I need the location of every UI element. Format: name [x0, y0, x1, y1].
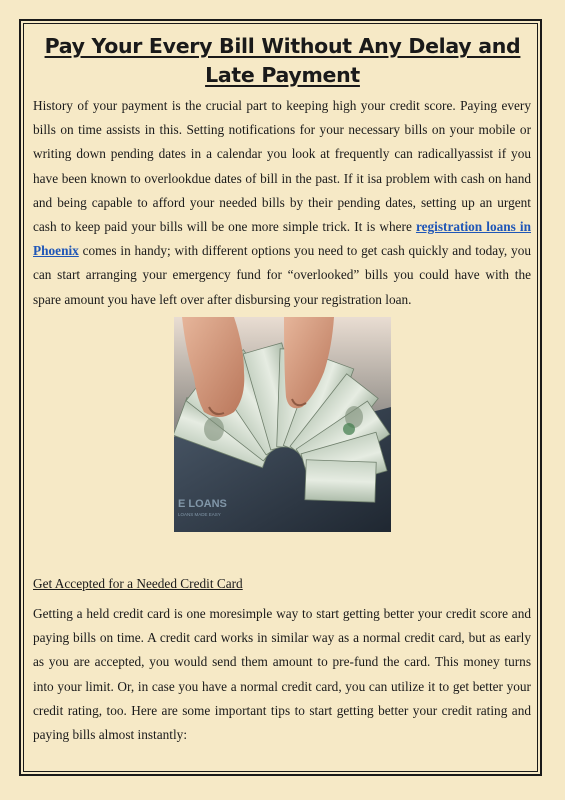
intro-text-after-link: comes in handy; with different options you need to get cash quickly and today, you can start arranging your emergency fund for “overlooked” bills you could have with the spare amount you have left over after disbursing your registration loan. — [33, 243, 531, 307]
watermark-logo-text: E LOANS — [178, 498, 227, 510]
registration-loans-link[interactable]: registration loans in Phoenix — [33, 219, 532, 259]
money-photo — [174, 317, 391, 532]
watermark-tagline: LOANS MADE EASY — [178, 512, 221, 517]
section-subheading: Get Accepted for a Needed Credit Card — [33, 576, 243, 591]
page-title: Pay Your Every Bill Without Any Delay and Late Payment — [44, 34, 521, 87]
intro-text-before-link: History of your payment is the crucial part to keeping high your credit score. Paying every bills on time assists in this. Setting notifications for your necessary bills on your mobile or writing down pending dates in a calendar you look at frequently can radicallyassist if you have been known to overlookdue dates of bill in the past. If it isa problem with cash on hand and being capable to afford your needed bills by their pending dates, setting up an urgent cash to keep paid your bills will be one more simple trick. It is where — [33, 98, 531, 235]
credit-card-paragraph: Getting a held credit card is one moresimple way to start getting better your credit score and paying bills on time. A credit card works in similar way as a normal credit card, but as early as you are accepted, you would send them amount to pre-fund the card. This money turns into your limit. Or, in case you have a normal credit card, you can utilize it to get better your credit rating, too. Here are some important tips to start getting better your credit rating and paying bills almost instantly: — [33, 606, 531, 743]
intro-paragraph — [33, 94, 531, 312]
